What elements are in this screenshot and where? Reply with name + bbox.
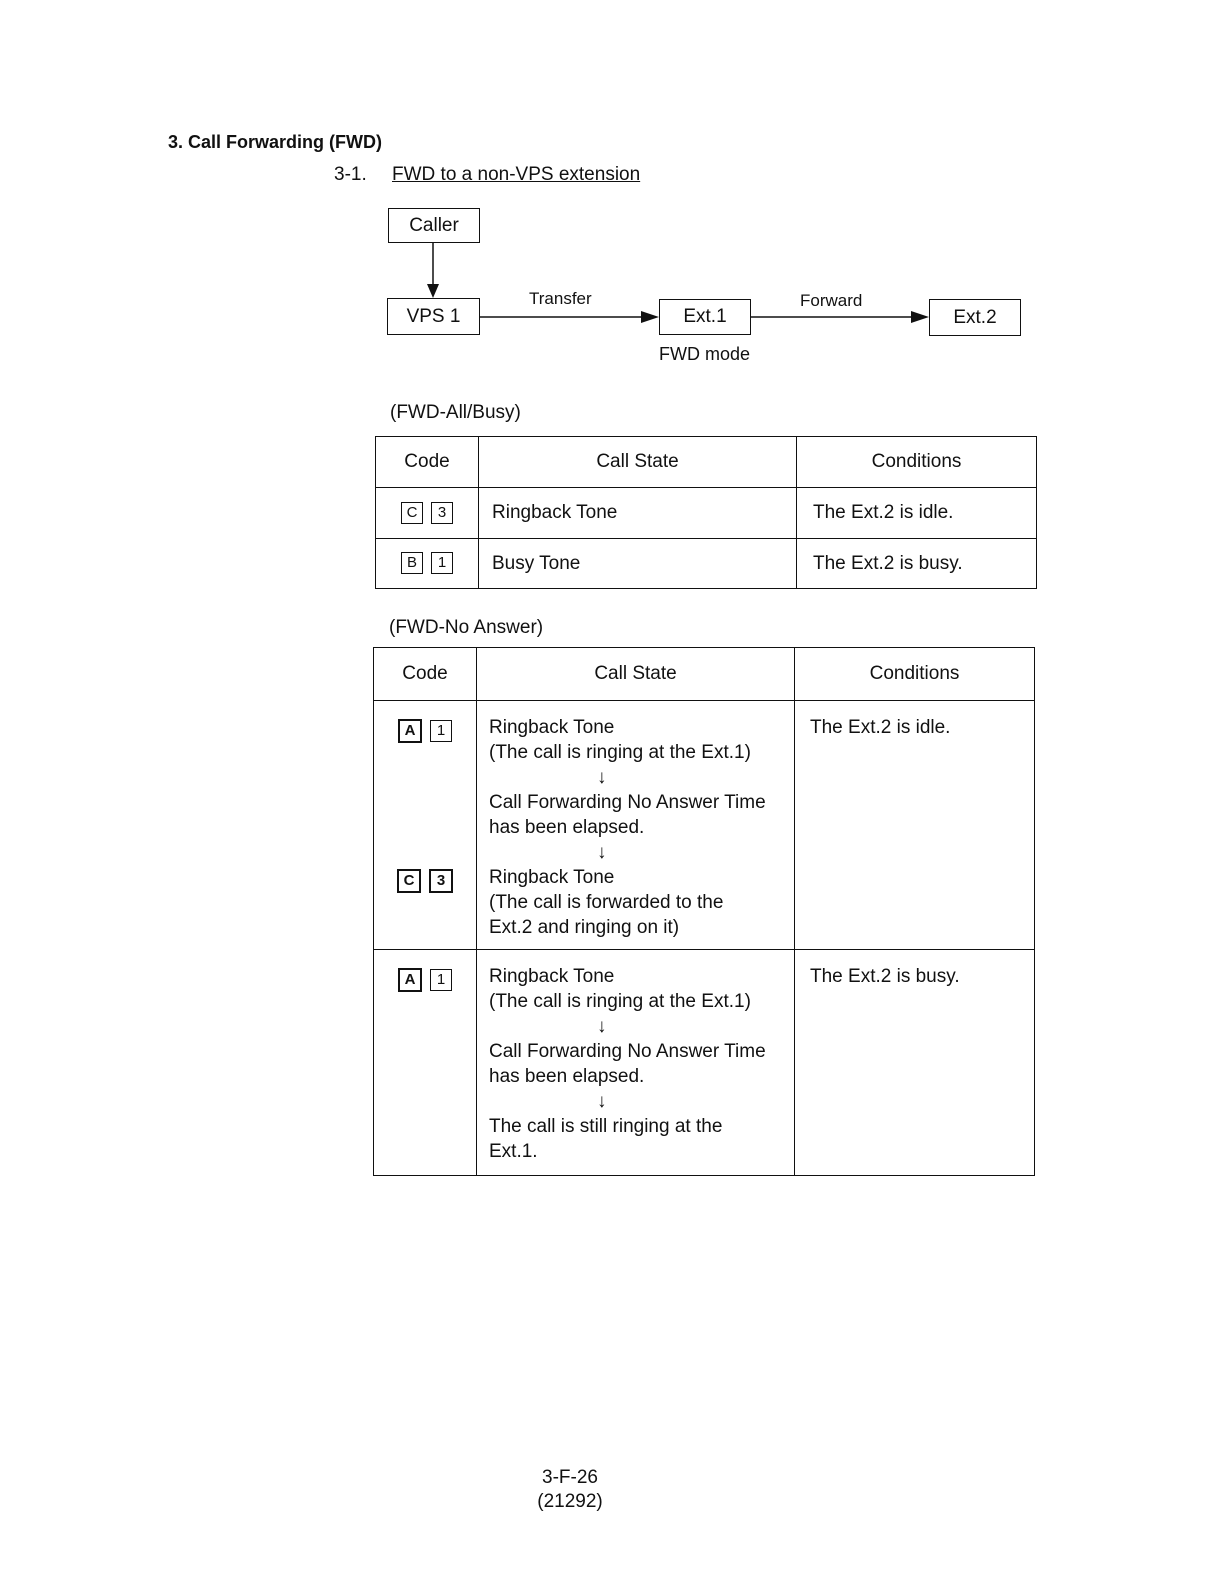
ext2-label: Ext.2 <box>953 306 997 328</box>
table2-header-code: Code <box>374 648 477 701</box>
table1-header-row <box>376 437 1037 488</box>
transfer-label: Transfer <box>529 289 592 308</box>
subsection-number: 3-1. <box>334 164 367 185</box>
state-line: Call Forwarding No Answer Time <box>489 792 766 813</box>
down-arrow-icon: ↓ <box>597 1091 607 1112</box>
forward-arrowhead <box>911 311 929 323</box>
key-a: A <box>398 968 422 992</box>
key-b: B <box>401 552 423 574</box>
state-line: Call Forwarding No Answer Time <box>489 1041 766 1062</box>
call-state-cell <box>477 701 795 950</box>
forward-label: Forward <box>800 291 863 310</box>
down-arrow-icon: ↓ <box>597 767 607 788</box>
condition-cell: The Ext.2 is busy. <box>797 539 1037 589</box>
code-group-c3 <box>374 869 476 893</box>
call-state-text <box>477 701 794 940</box>
down-arrow-icon: ↓ <box>597 842 607 863</box>
caller-to-vps-arrowhead <box>427 284 439 298</box>
page-footer <box>500 1466 640 1514</box>
caller-label: Caller <box>409 214 459 236</box>
condition-cell: The Ext.2 is idle. <box>797 488 1037 539</box>
ext1-label: Ext.1 <box>683 306 727 327</box>
table1-header-code: Code <box>376 437 479 488</box>
call-state-cell <box>477 950 795 1176</box>
fwd-no-answer-table <box>373 647 1035 1176</box>
document-id: (21292) <box>537 1491 603 1512</box>
key-3: 3 <box>431 502 453 524</box>
state-line: Ringback Tone <box>489 966 615 987</box>
table2-header-row <box>374 648 1035 701</box>
table-row <box>374 701 1035 950</box>
condition-cell <box>795 950 1035 1176</box>
code-group-a1 <box>374 968 476 992</box>
key-1: 1 <box>430 969 452 991</box>
vps-label: VPS 1 <box>406 305 461 327</box>
table-row <box>376 488 1037 539</box>
code-cell <box>376 539 479 589</box>
state-line: (The call is ringing at the Ext.1) <box>489 991 751 1012</box>
key-c: C <box>397 869 421 893</box>
table1-caption: (FWD-All/Busy) <box>390 402 521 423</box>
caller-box <box>388 208 480 243</box>
code-cell <box>376 488 479 539</box>
state-line: (The call is forwarded to the <box>489 892 724 913</box>
table1-header-conditions: Conditions <box>797 437 1037 488</box>
table2-caption: (FWD-No Answer) <box>389 617 544 638</box>
key-c: C <box>401 502 423 524</box>
transfer-arrowhead <box>641 311 659 323</box>
flow-diagram-lines <box>0 0 1220 400</box>
vps-box <box>387 298 480 335</box>
condition-cell <box>795 701 1035 950</box>
state-line: Ringback Tone <box>489 717 615 738</box>
ext2-box <box>929 299 1021 336</box>
state-line: has been elapsed. <box>489 1066 645 1087</box>
page-number: 3-F-26 <box>542 1467 598 1488</box>
key-a: A <box>398 719 422 743</box>
table2-header-conditions: Conditions <box>795 648 1035 701</box>
key-1: 1 <box>430 720 452 742</box>
state-line: Ext.2 and ringing on it) <box>489 917 680 938</box>
code-group-a1 <box>374 719 476 743</box>
table-row <box>374 950 1035 1176</box>
key-3: 3 <box>429 869 453 893</box>
key-1: 1 <box>431 552 453 574</box>
table1-header-call-state: Call State <box>479 437 797 488</box>
code-cell <box>374 701 477 950</box>
call-state-cell: Busy Tone <box>479 539 797 589</box>
table2-header-call-state: Call State <box>477 648 795 701</box>
state-line: Ringback Tone <box>489 867 615 888</box>
down-arrow-icon: ↓ <box>597 1016 607 1037</box>
call-state-cell: Ringback Tone <box>479 488 797 539</box>
subsection-title: FWD to a non-VPS extension <box>392 164 641 185</box>
fwd-all-busy-table <box>375 436 1037 589</box>
condition-text: The Ext.2 is idle. <box>810 717 951 738</box>
code-cell <box>374 950 477 1176</box>
ext1-box <box>659 299 751 335</box>
state-line: The call is still ringing at the <box>489 1116 723 1137</box>
section-title: Call Forwarding (FWD) <box>188 132 383 152</box>
section-number: 3. <box>168 132 184 152</box>
state-line: has been elapsed. <box>489 817 645 838</box>
table-row <box>376 539 1037 589</box>
condition-text: The Ext.2 is busy. <box>810 966 960 987</box>
state-line: (The call is ringing at the Ext.1) <box>489 742 751 763</box>
fwd-mode-label: FWD mode <box>659 344 751 364</box>
state-line: Ext.1. <box>489 1141 538 1162</box>
call-state-text <box>477 950 794 1164</box>
